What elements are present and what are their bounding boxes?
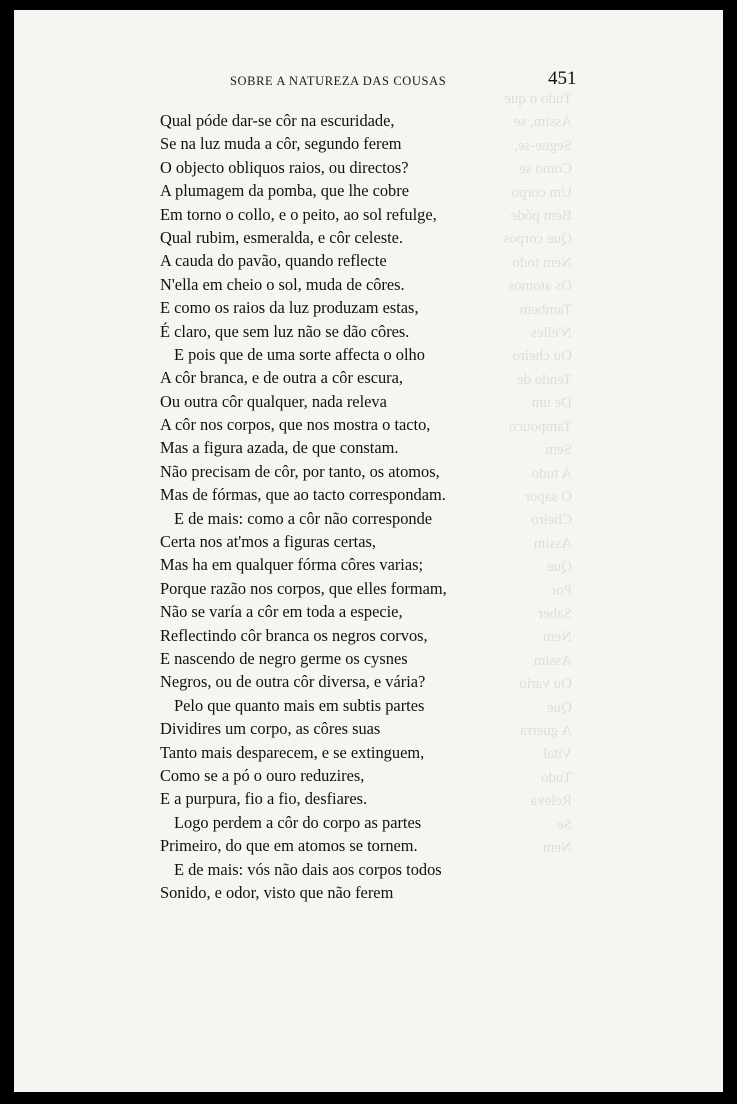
running-title: SOBRE A NATUREZA DAS COUSAS <box>230 74 447 88</box>
verse-line: A côr nos corpos, que nos mostra o tacto, <box>160 415 431 435</box>
verse-line: O objecto obliquos raios, ou directos? <box>160 157 409 177</box>
verse-line: Em torno o collo, e o peito, ao sol refulge, <box>160 204 437 224</box>
verse-line: Se na luz muda a côr, segundo ferem <box>160 134 402 154</box>
verse-line: Certa nos at'mos a figuras certas, <box>160 532 376 552</box>
verse-line: Porque razão nos corpos, que elles formam, <box>160 578 447 598</box>
verse-line: Ou outra côr qualquer, nada releva <box>160 391 387 411</box>
verse-line: N'ella em cheio o sol, muda de côres. <box>160 274 405 294</box>
verse-line: Mas ha em qualquer fórma côres varias; <box>160 555 424 575</box>
verse-line: Qual rubim, esmeralda, e côr celeste. <box>160 227 404 247</box>
verse-line: E nascendo de negro germe os cysnes <box>160 648 408 668</box>
verse-block <box>160 109 560 904</box>
verse-line: Mas a figura azada, de que constam. <box>160 438 399 458</box>
verse-line: Pelo que quanto mais em subtis partes <box>174 695 425 715</box>
verse-line: Qual póde dar-se côr na escuridade, <box>160 111 395 130</box>
verse-line: E pois que de uma sorte affecta o olho <box>174 344 425 364</box>
verse-line: Tanto mais desparecem, e se extinguem, <box>160 742 425 762</box>
verse-line: Negros, ou de outra côr diversa, e vária? <box>160 672 426 692</box>
verse-line: A côr branca, e de outra a côr escura, <box>160 368 403 388</box>
bleed-through-text: Tudo o que Assim, se Segue-se, Como se Um corpo Bem póde Que corpos Nem todo Os atomos Tambem N'elles Ou cheiro Tendo de De um Tampouco Sem A tudo O sapor Cheiro Assim Que Por Saber Nem Assim Ou vario Que A guerra Vital Tudo Releva Se Nem <box>503 91 572 856</box>
verse-line: Primeiro, do que em atomos se tornem. <box>160 836 418 856</box>
verse-line: Mas de fórmas, que ao tacto correspondam. <box>160 485 446 505</box>
verse-line: Não precisam de côr, por tanto, os atomos, <box>160 461 440 481</box>
verse-line: E de mais: vós não dais aos corpos todos <box>174 859 442 879</box>
book-page <box>14 10 723 1092</box>
verse-line: E como os raios da luz produzam estas, <box>160 298 419 318</box>
verse-line: E de mais: como a côr não corresponde <box>174 508 433 528</box>
verse-line: A cauda do pavão, quando reflecte <box>160 251 387 271</box>
verse-line: Como se a pó o ouro reduzires, <box>160 765 365 785</box>
verse-line: Sonido, e odor, visto que não ferem <box>160 882 394 902</box>
verse-line: Logo perdem a côr do corpo as partes <box>174 812 422 832</box>
page-number: 451 <box>548 68 577 89</box>
verse-line: E a purpura, fio a fio, desfiares. <box>160 789 368 809</box>
verse-line: É claro, que sem luz não se dão côres. <box>160 321 410 341</box>
verse-line: Dividires um corpo, as côres suas <box>160 719 381 739</box>
verse-line: Reflectindo côr branca os negros corvos, <box>160 625 428 645</box>
verse-line: A plumagem da pomba, que lhe cobre <box>160 181 409 201</box>
verse-line: Não se varía a côr em toda a especie, <box>160 602 403 622</box>
